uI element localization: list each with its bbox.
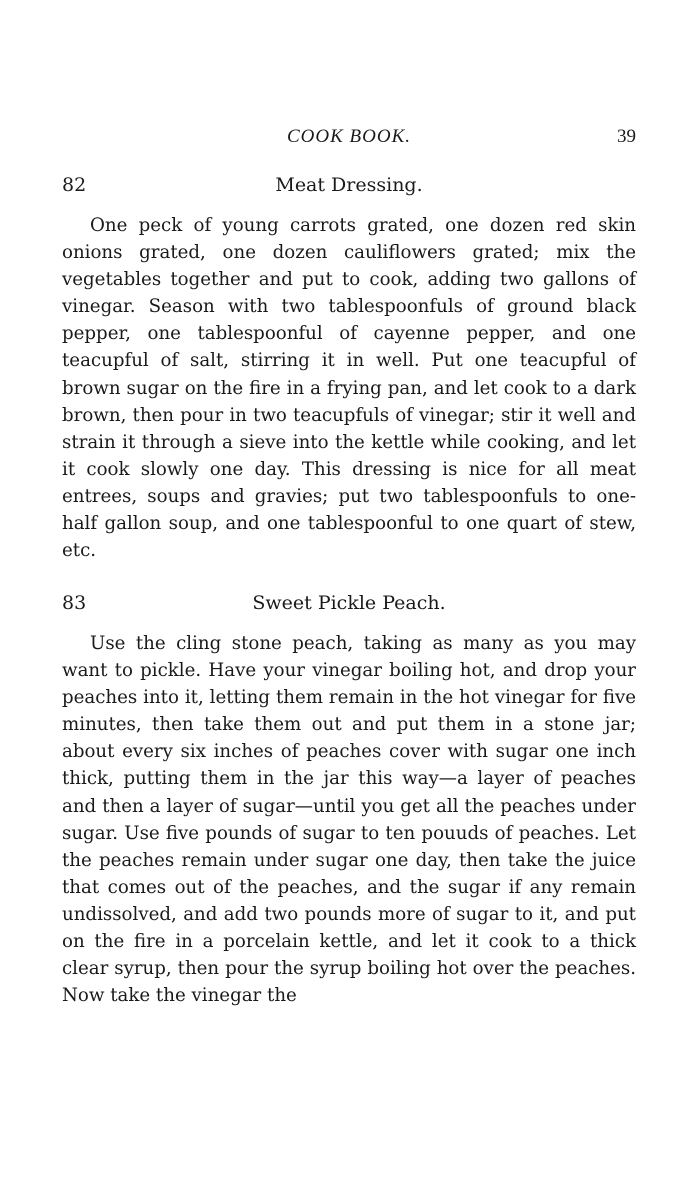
running-header <box>62 126 636 156</box>
recipe-title: Meat Dressing. <box>275 174 423 196</box>
recipe-number: 82 <box>62 174 87 196</box>
recipe-heading <box>62 592 636 622</box>
recipe-sweet-pickle-peach <box>62 592 636 1028</box>
recipe-body: Use the cling stone peach, taking as many as you may want to pickle. Have your vinegar boiling hot, and drop your peaches into it, letting them remain in the hot vinegar for five minutes, then take them out and put them in a stone jar; about every six inches of peaches cover with sugar one inch thick, putting them in the jar this way—a layer of peaches and then a layer of sugar—until you get all the peaches under sugar. Use five pounds of sugar to ten pouuds of peaches. Let the peaches remain under sugar one day, then take the juice that comes out of the peaches, and the sugar if any remain undissolved, and add two pounds more of sugar to it, and put on the fire in a porcelain kettle, and let it cook to a thick clear syrup, then pour the syrup boiling hot over the peaches. Now take the vinegar the <box>62 633 636 1007</box>
recipe-meat-dressing <box>62 174 636 582</box>
recipe-title: Sweet Pickle Peach. <box>252 592 446 614</box>
recipe-number: 83 <box>62 592 87 614</box>
page-number: 39 <box>617 126 636 147</box>
recipe-heading <box>62 174 636 204</box>
recipe-body: One peck of young carrots grated, one dozen red skin onions grated, one dozen cauliflowers grated; mix the vegetables together and put to cook, adding two gallons of vinegar. Season with two tablespoonfuls of ground black pepper, one tablespoonful of cayenne pepper, and one teacupful of salt, stirring it in well. Put one teacupful of brown sugar on the fire in a frying pan, and let cook to a dark brown, then pour in two teacupfuls of vinegar; stir it well and strain it through a sieve into the kettle while cooking, and let it cook slowly one day. This dressing is nice for all meat entrees, soups and gravies; put two tablespoonfuls to one-half gallon soup, and one tablespoonful to one quart of stew, etc. <box>62 215 636 562</box>
running-title: COOK BOOK. <box>286 126 411 147</box>
